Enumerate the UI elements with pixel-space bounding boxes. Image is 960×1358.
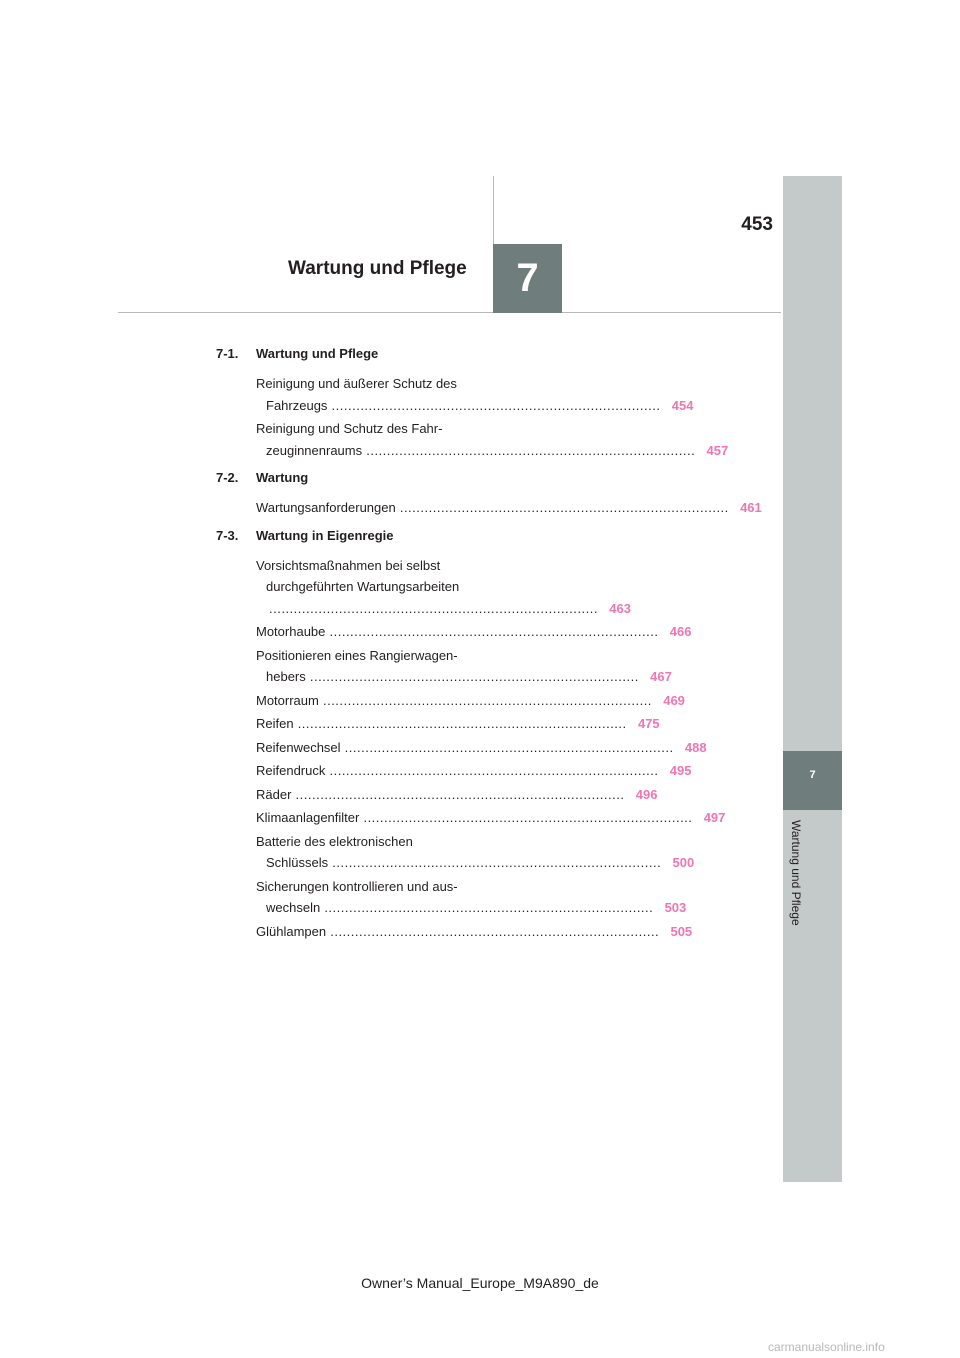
toc-entry[interactable] xyxy=(256,555,631,620)
side-thumb-strip xyxy=(783,176,842,1182)
toc-entry-text: Batterie des elektronischen xyxy=(256,833,413,849)
toc-entry-text: Reifen xyxy=(256,716,294,731)
header-vertical-rule xyxy=(493,176,494,244)
toc-entry[interactable] xyxy=(256,876,687,919)
toc-entry[interactable] xyxy=(256,418,729,461)
toc-section-number: 7-1. xyxy=(216,346,239,361)
toc-entry-leader: Motorhaube ................................................................................ xyxy=(256,624,659,639)
toc-page-link[interactable]: 475 xyxy=(637,716,660,731)
footer-manual-id: Owner’s Manual_Europe_M9A890_de xyxy=(361,1275,599,1291)
toc-section-title: Wartung und Pflege xyxy=(256,346,379,361)
toc-entry[interactable] xyxy=(256,921,693,943)
toc-entry-leader: Fahrzeugs ................................................................................ xyxy=(266,397,661,413)
toc-entry-leader: Räder ................................................................................ xyxy=(256,786,625,802)
toc-section-number: 7-3. xyxy=(216,527,239,543)
toc-entry-text: Klimaanlagenfilter xyxy=(256,810,360,825)
toc-section-heading[interactable] xyxy=(216,528,468,544)
toc-entry-text: Sicherungen kontrollieren und aus- xyxy=(256,878,458,894)
toc-entry-text: Reinigung und äußerer Schutz des xyxy=(256,376,457,391)
toc-entry-text: Positionieren eines Rangierwagen- xyxy=(256,647,458,663)
toc-entry-text: Motorraum xyxy=(256,692,319,708)
toc-page-link[interactable]: 454 xyxy=(671,397,694,413)
chapter-number-box: 7 xyxy=(493,244,562,313)
chapter-title: Wartung und Pflege xyxy=(288,258,467,279)
toc-entry-text: Vorsichtsmaßnahmen bei selbst xyxy=(256,557,441,573)
toc-section-heading[interactable] xyxy=(216,470,468,486)
toc-entry-leader: Motorraum ................................................................................ xyxy=(256,692,652,708)
toc-entry-text: Fahrzeugs xyxy=(266,397,328,413)
toc-entry-text: Schlüssels xyxy=(266,855,329,870)
toc-section-title: Wartung xyxy=(256,470,309,485)
toc-entry-text: hebers xyxy=(266,669,306,684)
toc-entry-text: Wartungsanforderungen xyxy=(256,500,396,515)
toc-entry-leader: Glühlampen ................................................................................ xyxy=(256,923,660,939)
toc-entry[interactable] xyxy=(256,497,762,519)
toc-page-link[interactable]: 457 xyxy=(706,442,729,458)
table-of-contents xyxy=(216,346,762,951)
toc-page-link[interactable]: 463 xyxy=(609,600,631,616)
toc-entry-leader: Schlüssels ................................................................................ xyxy=(266,855,662,870)
toc-page-link[interactable]: 469 xyxy=(663,692,685,708)
toc-page-link[interactable]: 496 xyxy=(635,786,658,802)
toc-page-link[interactable]: 466 xyxy=(669,624,692,639)
toc-entry[interactable] xyxy=(256,807,726,829)
toc-entry[interactable] xyxy=(256,713,660,735)
toc-entry[interactable] xyxy=(256,831,695,874)
toc-entry-text: durchgeführten Wartungsarbeiten xyxy=(266,579,460,594)
toc-entry-leader: Klimaanlagenfilter ................................................................................ xyxy=(256,810,693,825)
toc-entry-text: Glühlampen xyxy=(256,923,327,939)
toc-entry[interactable] xyxy=(256,621,692,643)
toc-entry[interactable] xyxy=(256,645,672,688)
toc-entry-text: Räder xyxy=(256,786,292,802)
toc-entry[interactable] xyxy=(256,737,707,759)
toc-entry[interactable] xyxy=(256,784,658,806)
toc-entry-text: Motorhaube xyxy=(256,624,326,639)
toc-entry-leader: Reifendruck ................................................................................ xyxy=(256,763,659,778)
toc-entry[interactable] xyxy=(256,373,694,416)
toc-entry-leader: zeuginnenraums ................................................................................ xyxy=(266,442,696,458)
toc-page-link[interactable]: 467 xyxy=(650,669,672,684)
toc-entry-text: Reinigung und Schutz des Fahr- xyxy=(256,421,443,436)
toc-section-title: Wartung in Eigenregie xyxy=(256,527,394,543)
toc-page-link[interactable]: 461 xyxy=(740,500,762,515)
toc-entry-text: Reifenwechsel xyxy=(256,739,341,755)
toc-entry-text: wechseln xyxy=(266,900,321,915)
toc-entry-leader: wechseln ................................................................................ xyxy=(266,900,654,915)
side-chapter-tab[interactable]: 7 xyxy=(783,751,842,810)
toc-page-link[interactable]: 500 xyxy=(672,855,695,870)
toc-entry-leader: Reifen ................................................................................ xyxy=(256,716,627,731)
toc-page-link[interactable]: 495 xyxy=(669,763,692,778)
header-horizontal-rule xyxy=(118,312,781,313)
side-chapter-label: Wartung und Pflege xyxy=(789,820,803,926)
toc-entry-leader: hebers ................................................................................ xyxy=(266,669,639,684)
toc-section-number: 7-2. xyxy=(216,470,239,485)
toc-entry-text: Reifendruck xyxy=(256,763,326,778)
page-number: 453 xyxy=(741,214,773,235)
toc-page-link[interactable]: 505 xyxy=(670,923,693,939)
toc-page-link[interactable]: 497 xyxy=(703,810,726,825)
toc-page-link[interactable]: 503 xyxy=(664,900,687,915)
toc-entry-leader: Wartungsanforderungen ................................................................................ xyxy=(256,500,729,515)
toc-entry[interactable] xyxy=(256,760,692,782)
toc-entry-leader: Reifenwechsel ................................................................................ xyxy=(256,739,674,755)
toc-entry-leader: ................................................................................ xyxy=(269,600,598,616)
toc-entry-text: zeuginnenraums xyxy=(266,442,363,458)
toc-entry[interactable] xyxy=(256,690,685,712)
toc-page-link[interactable]: 488 xyxy=(684,739,707,755)
toc-section-heading[interactable] xyxy=(216,346,468,362)
watermark: carmanualsonline.info xyxy=(768,1340,885,1354)
